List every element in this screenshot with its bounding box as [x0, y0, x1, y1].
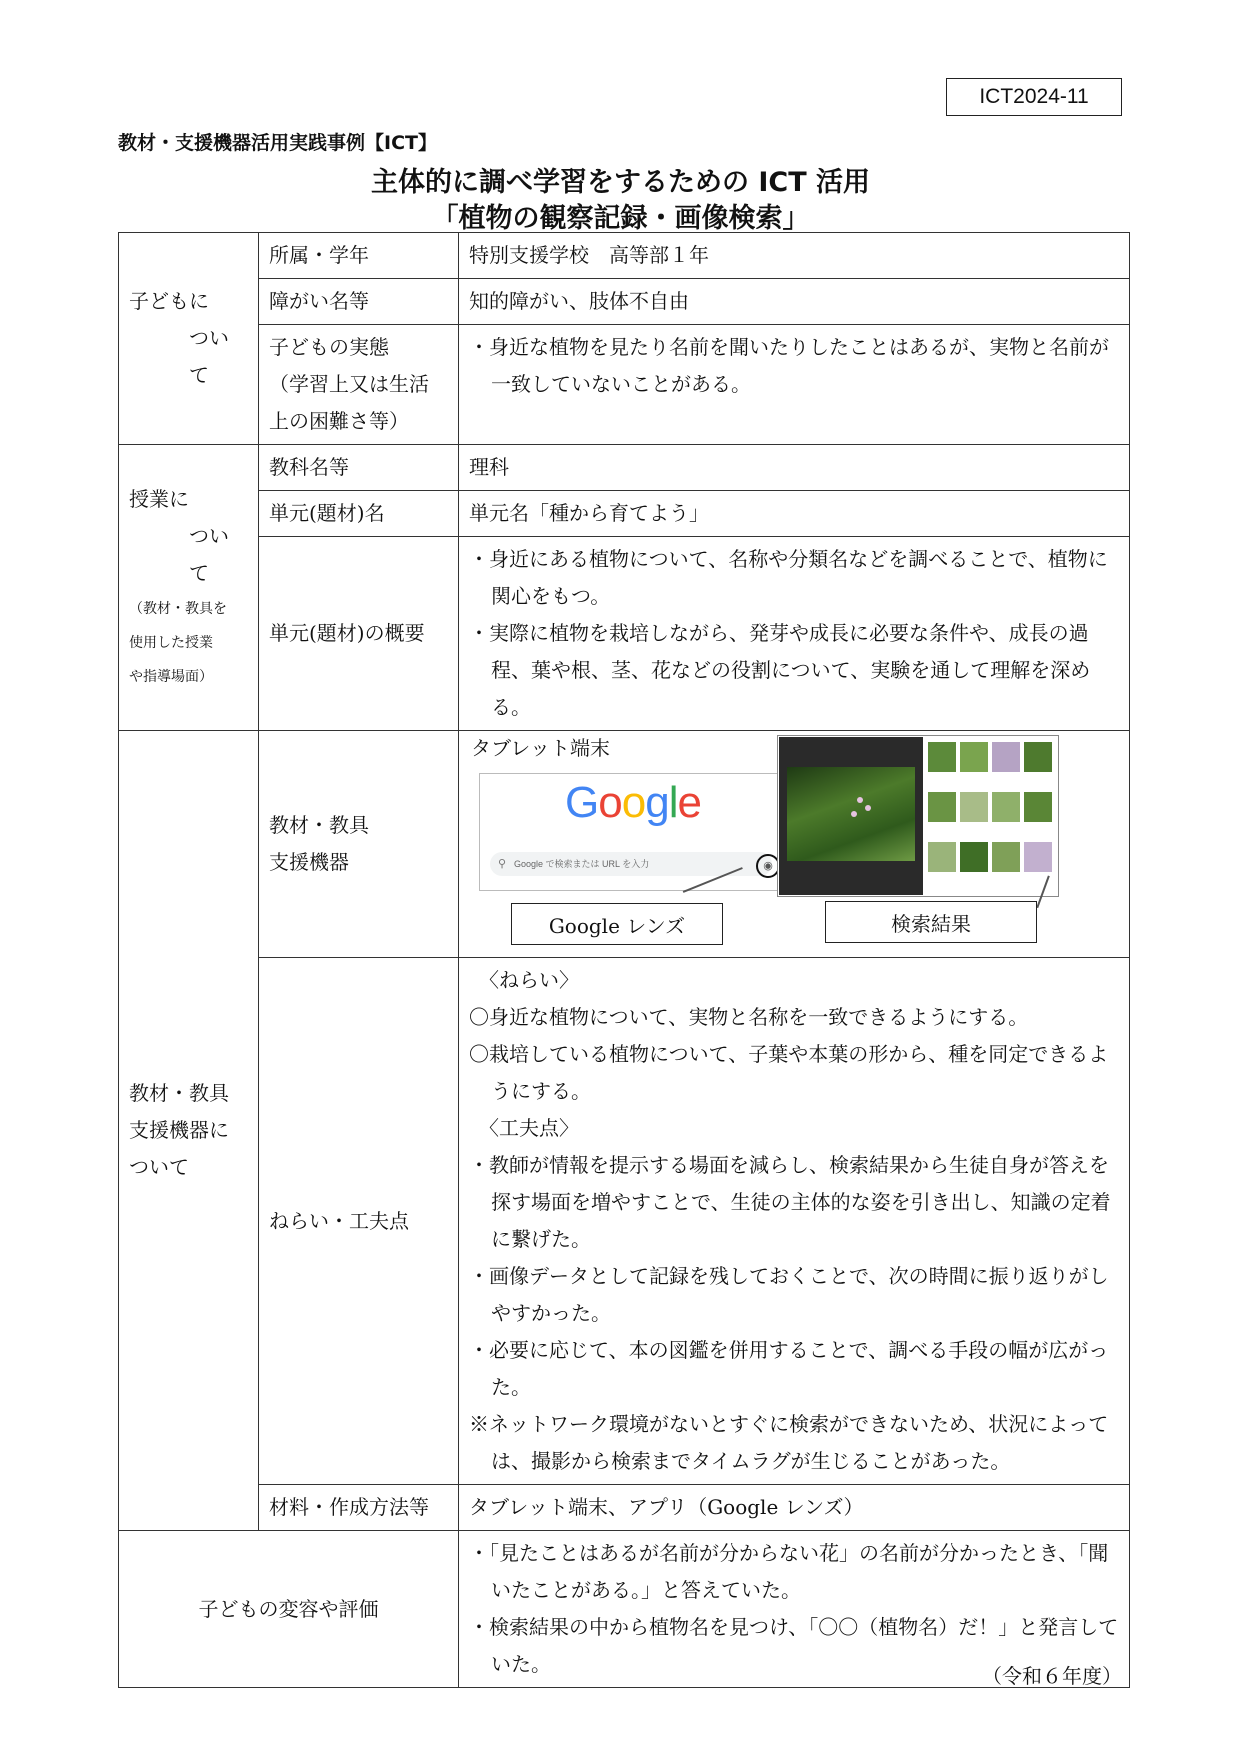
- section-lesson-note-2: 使用した授業: [129, 635, 213, 651]
- evaluation-item: ・検索結果の中から植物名を見つけ、「〇〇（植物名）だ！」と発言していた。: [469, 1615, 1119, 1676]
- tools-media-cell: [459, 731, 1130, 958]
- overview-item: ・実際に植物を栽培しながら、発芽や成長に必要な条件や、成長の過程、葉や根、茎、花などの役割について、実験を通して理解を深める。: [469, 621, 1091, 719]
- search-results-screenshot: [777, 735, 1059, 897]
- flower-mark: [857, 797, 863, 803]
- ideas-item: ・必要に応じて、本の図鑑を併用することで、調べる手段の幅が広がった。: [469, 1338, 1109, 1399]
- flower-mark: [865, 805, 871, 811]
- section-tools-label-2: 支援機器に: [129, 1118, 229, 1142]
- callout-search-results-text: 検索結果: [891, 911, 971, 936]
- practice-table: [118, 232, 1130, 1688]
- disability-label: 障がい名等: [259, 279, 459, 325]
- page-subtitle: 「植物の観察記録・画像検索」: [431, 203, 810, 234]
- result-thumbnail: [1024, 792, 1052, 822]
- row-disability: [119, 279, 1130, 325]
- child-state-value: [459, 325, 1130, 445]
- result-thumbnail: [960, 792, 988, 822]
- section-lesson-label-line2: ついて: [189, 524, 229, 585]
- aims-heading: 〈ねらい〉: [479, 968, 579, 992]
- tools-label-2: 支援機器: [269, 850, 349, 874]
- overview-label: 単元(題材)の概要: [259, 537, 459, 731]
- section-child-label-line1: 子どもに: [129, 289, 209, 313]
- row-subject: [119, 445, 1130, 491]
- plant-photo-image: [787, 767, 915, 861]
- callout-search-results: [825, 901, 1037, 943]
- category-label: 教材・支援機器活用実践事例【ICT】: [118, 132, 437, 154]
- google-logo-letter: o: [621, 778, 646, 827]
- overview-value: [459, 537, 1130, 731]
- ideas-heading: 〈工夫点〉: [479, 1116, 579, 1140]
- page-title: 主体的に調べ学習をするための ICT 活用: [370, 167, 871, 198]
- aims-label: ねらい・工夫点: [259, 958, 459, 1485]
- tools-label: [259, 731, 459, 958]
- aims-value: [459, 958, 1130, 1485]
- subject-label: 教科名等: [259, 445, 459, 491]
- section-lesson-label-line1: 授業に: [129, 487, 189, 511]
- ideas-item: ・画像データとして記録を残しておくことで、次の時間に振り返りがしやすかった。: [469, 1264, 1109, 1325]
- section-lesson-note-1: （教材・教具を: [129, 601, 227, 617]
- google-logo-letter: o: [598, 778, 622, 827]
- result-thumbnail: [1024, 842, 1052, 872]
- result-thumbnail: [1024, 742, 1052, 772]
- result-thumbnail: [928, 792, 956, 822]
- child-state-label-3: 上の困難さ等）: [269, 409, 409, 433]
- unit-label: 単元(題材)名: [259, 491, 459, 537]
- flower-mark: [851, 811, 857, 817]
- row-unit: [119, 491, 1130, 537]
- document-id: ICT2024-11: [946, 78, 1122, 116]
- affiliation-label: 所属・学年: [259, 233, 459, 279]
- google-logo-text: [565, 778, 701, 827]
- child-state-label-2: （学習上又は生活: [269, 372, 429, 396]
- row-tools: [119, 731, 1130, 958]
- result-thumbnail: [992, 742, 1020, 772]
- row-evaluation: [119, 1531, 1130, 1688]
- google-search-screenshot: [479, 773, 787, 891]
- fiscal-year: （令和６年度）: [982, 1664, 1122, 1688]
- google-logo-letter: g: [645, 778, 669, 827]
- callout-google-lens-text: Google レンズ: [548, 913, 686, 938]
- tablet-caption: タブレット端末: [471, 736, 610, 760]
- result-thumbnail: [992, 842, 1020, 872]
- child-state-text: ・身近な植物を見たり名前を聞いたりしたことはあるが、実物と名前が一致していないことがある。: [469, 335, 1109, 396]
- google-logo-letter: G: [565, 778, 599, 827]
- tools-label-1: 教材・教具: [269, 813, 369, 837]
- evaluation-item: ・「見たことはあるが名前が分からない花」の名前が分かったとき、「聞いたことがある。」と答えていた。: [469, 1541, 1109, 1602]
- row-affiliation: [119, 233, 1130, 279]
- materials-label: 材料・作成方法等: [259, 1485, 459, 1531]
- google-logo-letter: l: [668, 778, 678, 827]
- google-logo-letter: e: [677, 778, 701, 827]
- disability-value: 知的障がい、肢体不自由: [459, 279, 1130, 325]
- row-materials: [119, 1485, 1130, 1531]
- callout-google-lens: [511, 903, 723, 945]
- ideas-item: ※ネットワーク環境がないとすぐに検索ができないため、状況によっては、撮影から検索までタイムラグが生じることがあった。: [469, 1412, 1109, 1473]
- result-thumbnail: [928, 842, 956, 872]
- result-thumbnail: [928, 742, 956, 772]
- result-thumbnail: [992, 792, 1020, 822]
- google-search-placeholder: Google で検索または URL を入力: [514, 859, 650, 869]
- section-tools-label-1: 教材・教具: [129, 1081, 229, 1105]
- section-tools-label-3: ついて: [129, 1155, 189, 1179]
- child-state-label-1: 子どもの実態: [269, 335, 389, 359]
- result-thumbnails: [928, 742, 1056, 892]
- child-state-label: [259, 325, 459, 445]
- section-lesson-label: [119, 445, 259, 731]
- search-icon: ⚲: [498, 858, 507, 870]
- section-child-label: [119, 233, 259, 445]
- google-lens-icon: ◉: [756, 854, 780, 878]
- row-overview: [119, 537, 1130, 731]
- result-thumbnail: [960, 842, 988, 872]
- overview-item: ・身近にある植物について、名称や分類名などを調べることで、植物に関心をもつ。: [469, 547, 1108, 608]
- subject-value: 理科: [459, 445, 1130, 491]
- evaluation-label: 子どもの変容や評価: [119, 1531, 459, 1688]
- section-child-label-line2: ついて: [189, 326, 229, 387]
- unit-value: 単元名「種から育てよう」: [459, 491, 1130, 537]
- plant-photo: [779, 737, 923, 895]
- section-lesson-note-3: や指導場面）: [129, 669, 213, 685]
- result-thumbnail: [960, 742, 988, 772]
- tools-figure: [459, 731, 1129, 957]
- google-logo: [480, 778, 786, 827]
- section-tools-label: [119, 731, 259, 1531]
- aims-item: 〇身近な植物について、実物と名称を一致できるようにする。: [469, 1005, 1029, 1029]
- row-child-state: [119, 325, 1130, 445]
- row-aims: [119, 958, 1130, 1485]
- ideas-item: ・教師が情報を提示する場面を減らし、検索結果から生徒自身が答えを探す場面を増やすことで、生徒の主体的な姿を引き出し、知識の定着に繋げた。: [469, 1153, 1111, 1251]
- affiliation-value: 特別支援学校 高等部１年: [459, 233, 1130, 279]
- aims-item: 〇栽培している植物について、子葉や本葉の形から、種を同定できるようにする。: [469, 1042, 1109, 1103]
- materials-value: タブレット端末、アプリ（Google レンズ）: [459, 1485, 1130, 1531]
